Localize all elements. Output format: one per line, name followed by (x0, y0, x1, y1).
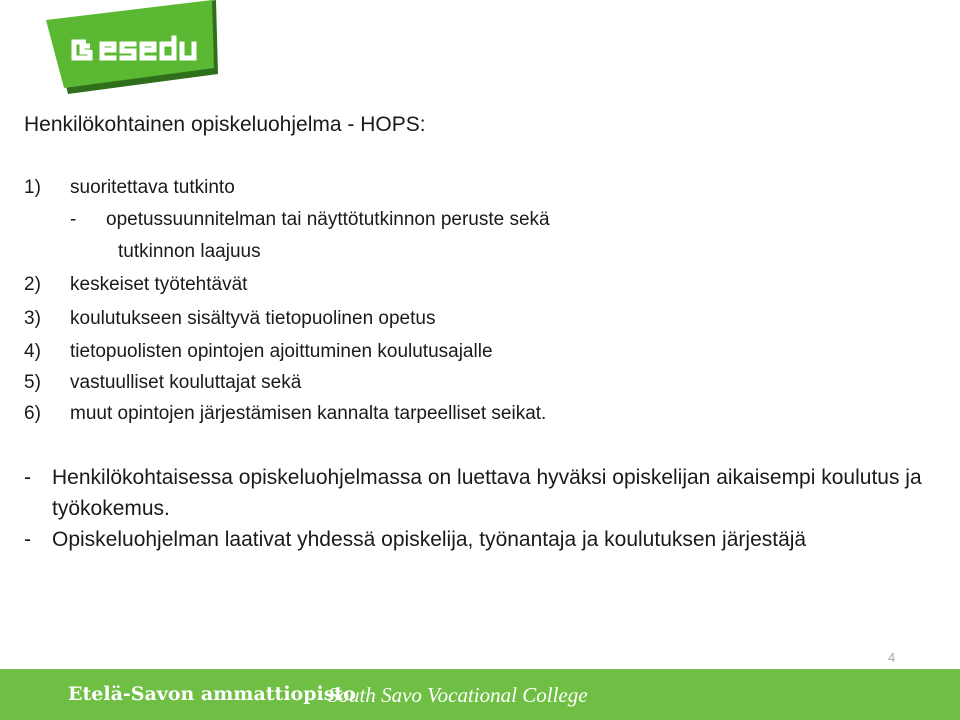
list-number: 2) (24, 274, 41, 295)
list-text: opetussuunnitelman tai näyttötutkinnon peruste sekä (106, 209, 550, 230)
list-text: koulutukseen sisältyvä tietopuolinen opetus (70, 308, 436, 329)
note-text: Opiskeluohjelman laativat yhdessä opiskelija, työnantaja ja koulutuksen järjestäjä (52, 528, 807, 551)
list-number: 3) (24, 308, 41, 329)
list-text: tutkinnon laajuus (118, 241, 261, 262)
list-number: 6) (24, 403, 41, 424)
note-item (24, 462, 924, 524)
list-text: vastuulliset kouluttajat sekä (70, 372, 302, 393)
page-number: 4 (888, 650, 896, 665)
list-text: keskeiset työtehtävät (70, 274, 248, 295)
slide-heading: Henkilökohtainen opiskeluohjelma - HOPS: (24, 113, 426, 136)
list-text: suoritettava tutkinto (70, 177, 235, 198)
footer-name-fi: Etelä-Savon ammattiopisto (68, 683, 356, 705)
list-text: muut opintojen järjestämisen kannalta tarpeelliset seikat. (70, 403, 547, 424)
footer-bar (0, 669, 960, 720)
note-text: Henkilökohtaisessa opiskeluohjelmassa on luettava hyväksi opiskelijan aikaisempi koulutus ja työkokemus. (52, 466, 922, 520)
note-dash: - (24, 466, 31, 489)
list-number: 1) (24, 177, 41, 198)
esedu-logo (46, 0, 222, 98)
list-number: 5) (24, 372, 41, 393)
list-number: 4) (24, 341, 41, 362)
note-dash: - (24, 528, 31, 551)
list-text: tietopuolisten opintojen ajoittuminen koulutusajalle (70, 341, 493, 362)
list-subitem-dash: - (70, 209, 77, 230)
notes-section (24, 462, 924, 555)
footer-name-en: South Savo Vocational College (328, 683, 588, 707)
note-item (24, 524, 924, 555)
